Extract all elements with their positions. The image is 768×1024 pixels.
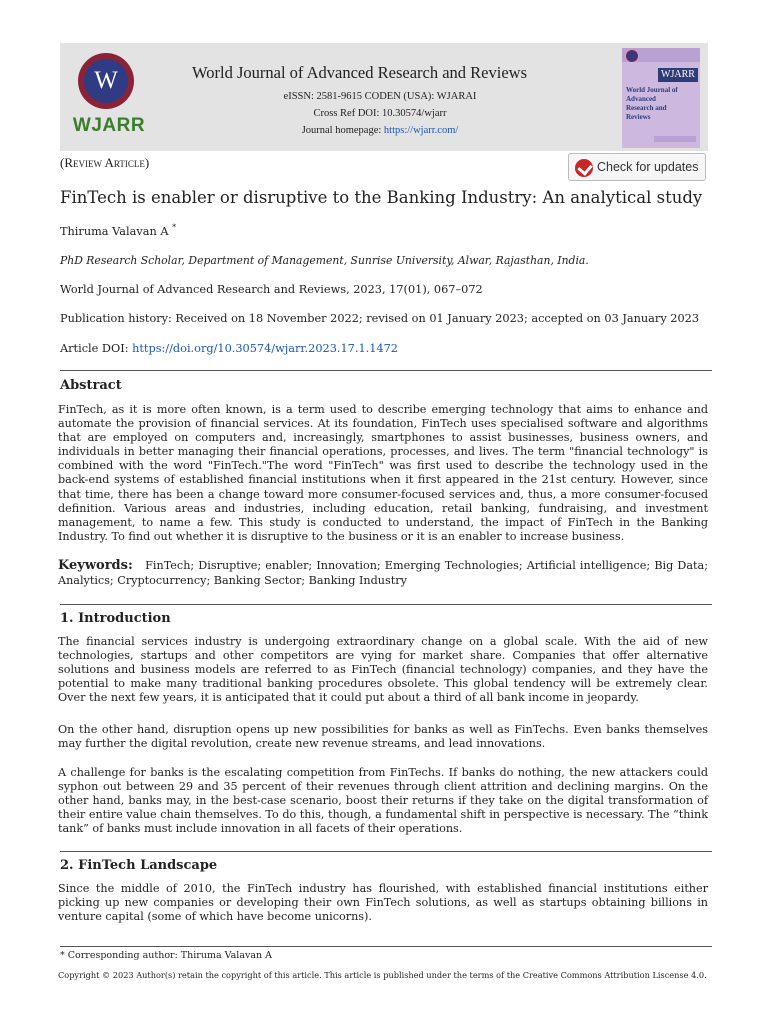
homepage-prefix: Journal homepage:	[301, 125, 384, 136]
homepage-link[interactable]: https://wjarr.com/	[383, 125, 459, 136]
citation: World Journal of Advanced Research and Reviews, 2023, 17(01), 067–072	[60, 283, 483, 296]
cover-journal-name	[626, 86, 694, 122]
author-affiliation: PhD Research Scholar, Department of Management, Sunrise University, Alwar, Rajasthan, India.	[60, 254, 589, 267]
article-title: FinTech is enabler or disruptive to the Banking Industry: An analytical study	[60, 188, 703, 207]
logo-letter: W	[84, 59, 128, 103]
issn-line: eISSN: 2581-9615 CODEN (USA): WJARAI	[283, 91, 477, 102]
footnote-divider	[60, 946, 712, 947]
cover-name-line: Reviews	[626, 113, 651, 121]
doi-label: Article DOI:	[60, 342, 133, 355]
check-for-updates-button[interactable]	[568, 153, 706, 181]
cover-name-line: World Journal of	[626, 86, 678, 94]
author-name: Thiruma Valavan A	[60, 224, 169, 238]
author-mark: *	[172, 223, 177, 232]
journal-header	[60, 43, 708, 151]
doi-link[interactable]: https://doi.org/10.30574/wjarr.2023.17.1.1472	[132, 342, 398, 355]
check-updates-label: Check for updates	[597, 160, 699, 174]
article-doi	[60, 342, 398, 355]
introduction-heading: 1. Introduction	[60, 611, 171, 626]
check-updates-icon	[575, 159, 593, 177]
cover-footer-band	[654, 136, 696, 142]
crossref-doi-line: Cross Ref DOI: 10.30574/wjarr	[313, 108, 447, 119]
keywords-text: FinTech; Disruptive; enabler; Innovation; Emerging Technologies; Artificial intelligence; Big Data; Analytics; Cryptocurrency; Banking Sector; Banking Industry	[58, 559, 708, 587]
abstract-heading: Abstract	[60, 378, 122, 393]
introduction-paragraph: A challenge for banks is the escalating competition from FinTechs. If banks do nothing, the new attackers could syphon out between 29 and 35 percent of their revenues through client attrition and declining margins. On the other hand, banks may, in the best-case scenario, boost their returns if they take on the digital transformation of their entire value chain themselves. To do this, though, a fundamental shift in perspective is necessary. The “think tank” of banks must include innovation in all facets of their operations.	[58, 766, 708, 836]
publication-history: Publication history: Received on 18 November 2022; revised on 01 January 2023; accepted on 03 January 2023	[60, 312, 700, 325]
landscape-paragraph: Since the middle of 2010, the FinTech industry has flourished, with established financial institutions either picking up new companies or developing their own FinTech solutions, as well as startups obtaining billions in venture capital (some of which have become unicorns).	[58, 882, 708, 924]
journal-title: World Journal of Advanced Research and Reviews	[192, 63, 527, 82]
abstract-text: FinTech, as it is more often known, is a term used to describe emerging technology that aims to enhance and automate the provision of financial services. At its foundation, FinTech uses specialised software and algorithms that are employed on computers and, increasingly, smartphones to assist businesses, business owners, and individuals in better managing their financial operations, processes, and lives. The term "financial technology" is combined with the word "FinTech."The word "FinTech" was first used to describe the technology used in the back-end systems of established financial institutions when it first appeared in the 21st century. However, since that time, there has been a change toward more consumer-focused services and, thus, a more consumer-focused definition. Various areas and industries, including education, retail banking, fundraising, and investment management, to name a few. This study is conducted to understand, the impact of FinTech in the Banking Industry. To find out whether it is disruptive to the business or it is an enabler to increase business.	[58, 403, 708, 543]
introduction-paragraph: The financial services industry is undergoing extraordinary change on a global scale. With the aid of new technologies, startups and other competitors are vying for market share. Companies that offer alternative solutions and business models are referred to as FinTech (financial technology) companies, and they have the potential to make many traditional banking procedures obsolete. This global tendency will be extremely clear. Over the next few years, it is anticipated that it could put about a third of all bank income in jeopardy.	[58, 635, 708, 705]
logo-emblem	[78, 53, 134, 109]
introduction-paragraph: On the other hand, disruption opens up new possibilities for banks as well as FinTechs. Even banks themselves may further the digital revolution, create new revenue streams, and lead innovations.	[58, 723, 708, 751]
cover-abbreviation: WJARR	[658, 68, 698, 82]
author-line	[60, 223, 176, 238]
cover-name-line: Research and	[626, 104, 667, 112]
keywords	[58, 559, 708, 588]
journal-logo	[68, 51, 150, 147]
divider	[60, 370, 712, 371]
article-type: (Review Article)	[60, 155, 150, 170]
cover-name-line: Advanced	[626, 95, 656, 103]
divider	[60, 851, 712, 852]
divider	[60, 604, 712, 605]
logo-wordmark: WJARR	[72, 115, 146, 136]
copyright-notice: Copyright © 2023 Author(s) retain the copyright of this article. This article is published under the terms of the Creative Commons Attribution Liscense 4.0.	[58, 970, 707, 980]
keywords-label: Keywords:	[58, 558, 133, 573]
corresponding-author-footnote: * Corresponding author: Thiruma Valavan A	[60, 950, 273, 961]
journal-cover-thumbnail	[622, 48, 700, 148]
landscape-heading: 2. FinTech Landscape	[60, 858, 218, 873]
homepage-line	[200, 125, 560, 136]
cover-logo-icon	[626, 50, 638, 62]
